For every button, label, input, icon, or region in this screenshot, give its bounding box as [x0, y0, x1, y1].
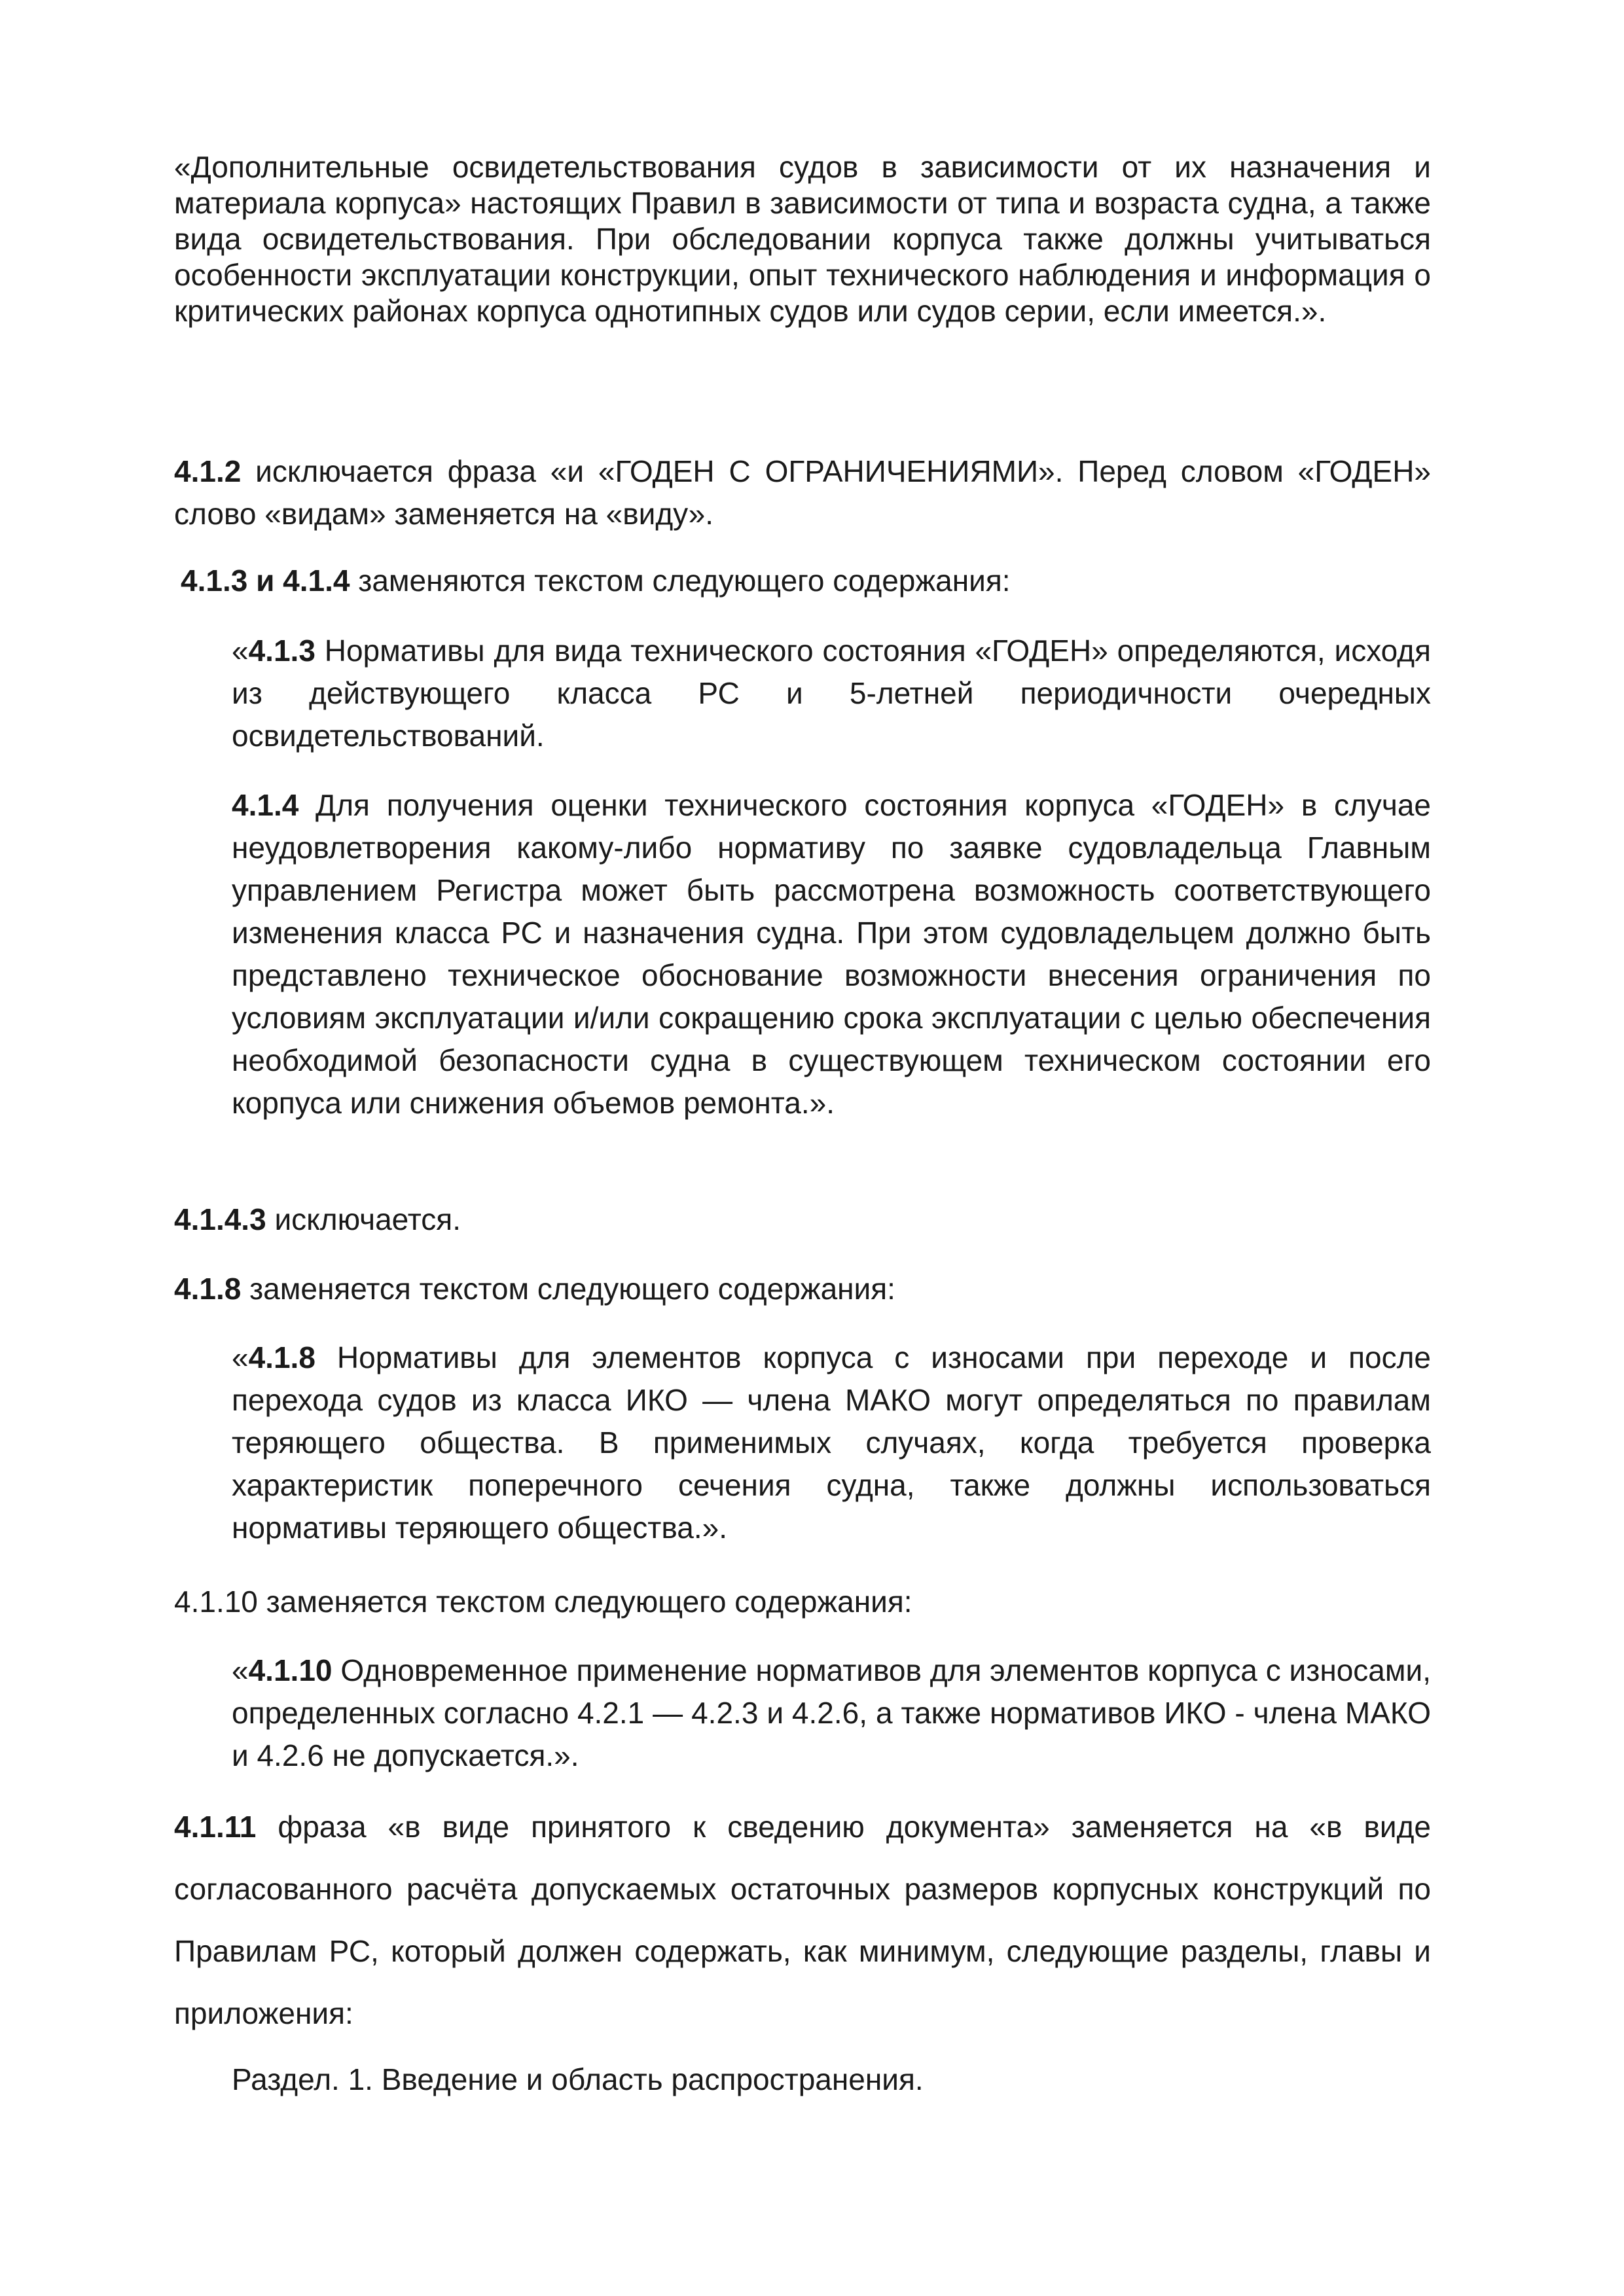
- clause-number: 4.1.10: [248, 1653, 333, 1687]
- paragraph-4-1-8: [174, 1271, 1431, 1307]
- clause-number: 4.1.11: [174, 1810, 257, 1844]
- clause-number: 4.1.4: [232, 788, 299, 822]
- clause-number: 4.1.4.3: [174, 1202, 266, 1236]
- paragraph-text: фраза «в виде принятого к сведению документа» заменяется на «в виде согласованного расчёта допускаемых остаточных размеров корпусных конструкций по Правилам РС, который должен содержать, как минимум, следующие разделы, главы и приложения:: [174, 1810, 1431, 2030]
- paragraph-4-1-2: [174, 450, 1431, 535]
- paragraph-text: исключается.: [266, 1202, 461, 1236]
- paragraph-text: Нормативы для элементов корпуса с износами при переходе и после перехода судов из класса ИКО — члена МАКО могут определяться по правилам теряющего общества. В применимых случаях, когда требуется проверка характеристик поперечного сечения судна, также должны использоваться нормативы теряющего общества.».: [232, 1340, 1431, 1545]
- paragraph-text: исключается фраза «и «ГОДЕН С ОГРАНИЧЕНИЯМИ». Перед словом «ГОДЕН» слово «видам» заменяется на «виду».: [174, 454, 1431, 531]
- clause-number: 4.1.3: [248, 634, 316, 668]
- open-quote: «: [232, 1340, 249, 1374]
- section-item-1: [232, 2062, 1431, 2098]
- paragraph-text: Для получения оценки технического состояния корпуса «ГОДЕН» в случае неудовлетворения какому-либо нормативу по заявке судовладельца Главным управлением Регистра может быть рассмотрена возможность соответствующего изменения класса РС и назначения судна. При этом судовладельцем должно быть представлено техническое обоснование возможности внесения ограничения по условиям эксплуатации и/или сокращению срока эксплуатации с целью обеспечения необходимой безопасности судна в существующем техническом состоянии его корпуса или снижения объемов ремонта.».: [232, 788, 1431, 1120]
- paragraph-text: заменяются текстом следующего содержания:: [350, 564, 1011, 598]
- clause-number: 4.1.2: [174, 454, 242, 488]
- open-quote: «: [232, 1653, 249, 1687]
- clause-number: 4.1.8: [174, 1272, 242, 1306]
- paragraph-text: заменяется текстом следующего содержания:: [241, 1272, 895, 1306]
- paragraph-continuation: [174, 149, 1431, 329]
- clause-number: 4.1.8: [248, 1340, 316, 1374]
- paragraph-text: 4.1.10 заменяется текстом следующего содержания:: [174, 1585, 912, 1619]
- paragraph-4-1-4-3: [174, 1202, 1431, 1238]
- quoted-clause-4-1-8: [232, 1336, 1431, 1549]
- paragraph-4-1-3-and-4-1-4: [181, 563, 1431, 599]
- paragraph-text: «Дополнительные освидетельствования судов в зависимости от их назначения и материала корпуса» настоящих Правил в зависимости от типа и возраста судна, а также вида освидетельствования. При обследовании корпуса также должны учитываться особенности эксплуатации конструкции, опыт технического наблюдения и информация о критических районах корпуса однотипных судов или судов серии, если имеется.».: [174, 150, 1431, 328]
- paragraph-4-1-10: [174, 1584, 1431, 1620]
- quoted-clause-4-1-3: [232, 630, 1431, 757]
- quoted-clause-4-1-10: [232, 1649, 1431, 1777]
- paragraph-text: Одновременное применение нормативов для элементов корпуса с износами, определенных согласно 4.2.1 — 4.2.3 и 4.2.6, а также нормативов ИКО - члена МАКО и 4.2.6 не допускается.».: [232, 1653, 1431, 1772]
- open-quote: «: [232, 634, 249, 668]
- paragraph-4-1-11: [174, 1796, 1431, 2045]
- quoted-clause-4-1-4: [232, 784, 1431, 1124]
- paragraph-text: Раздел. 1. Введение и область распространения.: [232, 2062, 924, 2096]
- clause-number: 4.1.3 и 4.1.4: [181, 564, 350, 598]
- paragraph-text: Нормативы для вида технического состояния «ГОДЕН» определяются, исходя из действующего класса РС и 5-летней периодичности очередных освидетельствований.: [232, 634, 1431, 753]
